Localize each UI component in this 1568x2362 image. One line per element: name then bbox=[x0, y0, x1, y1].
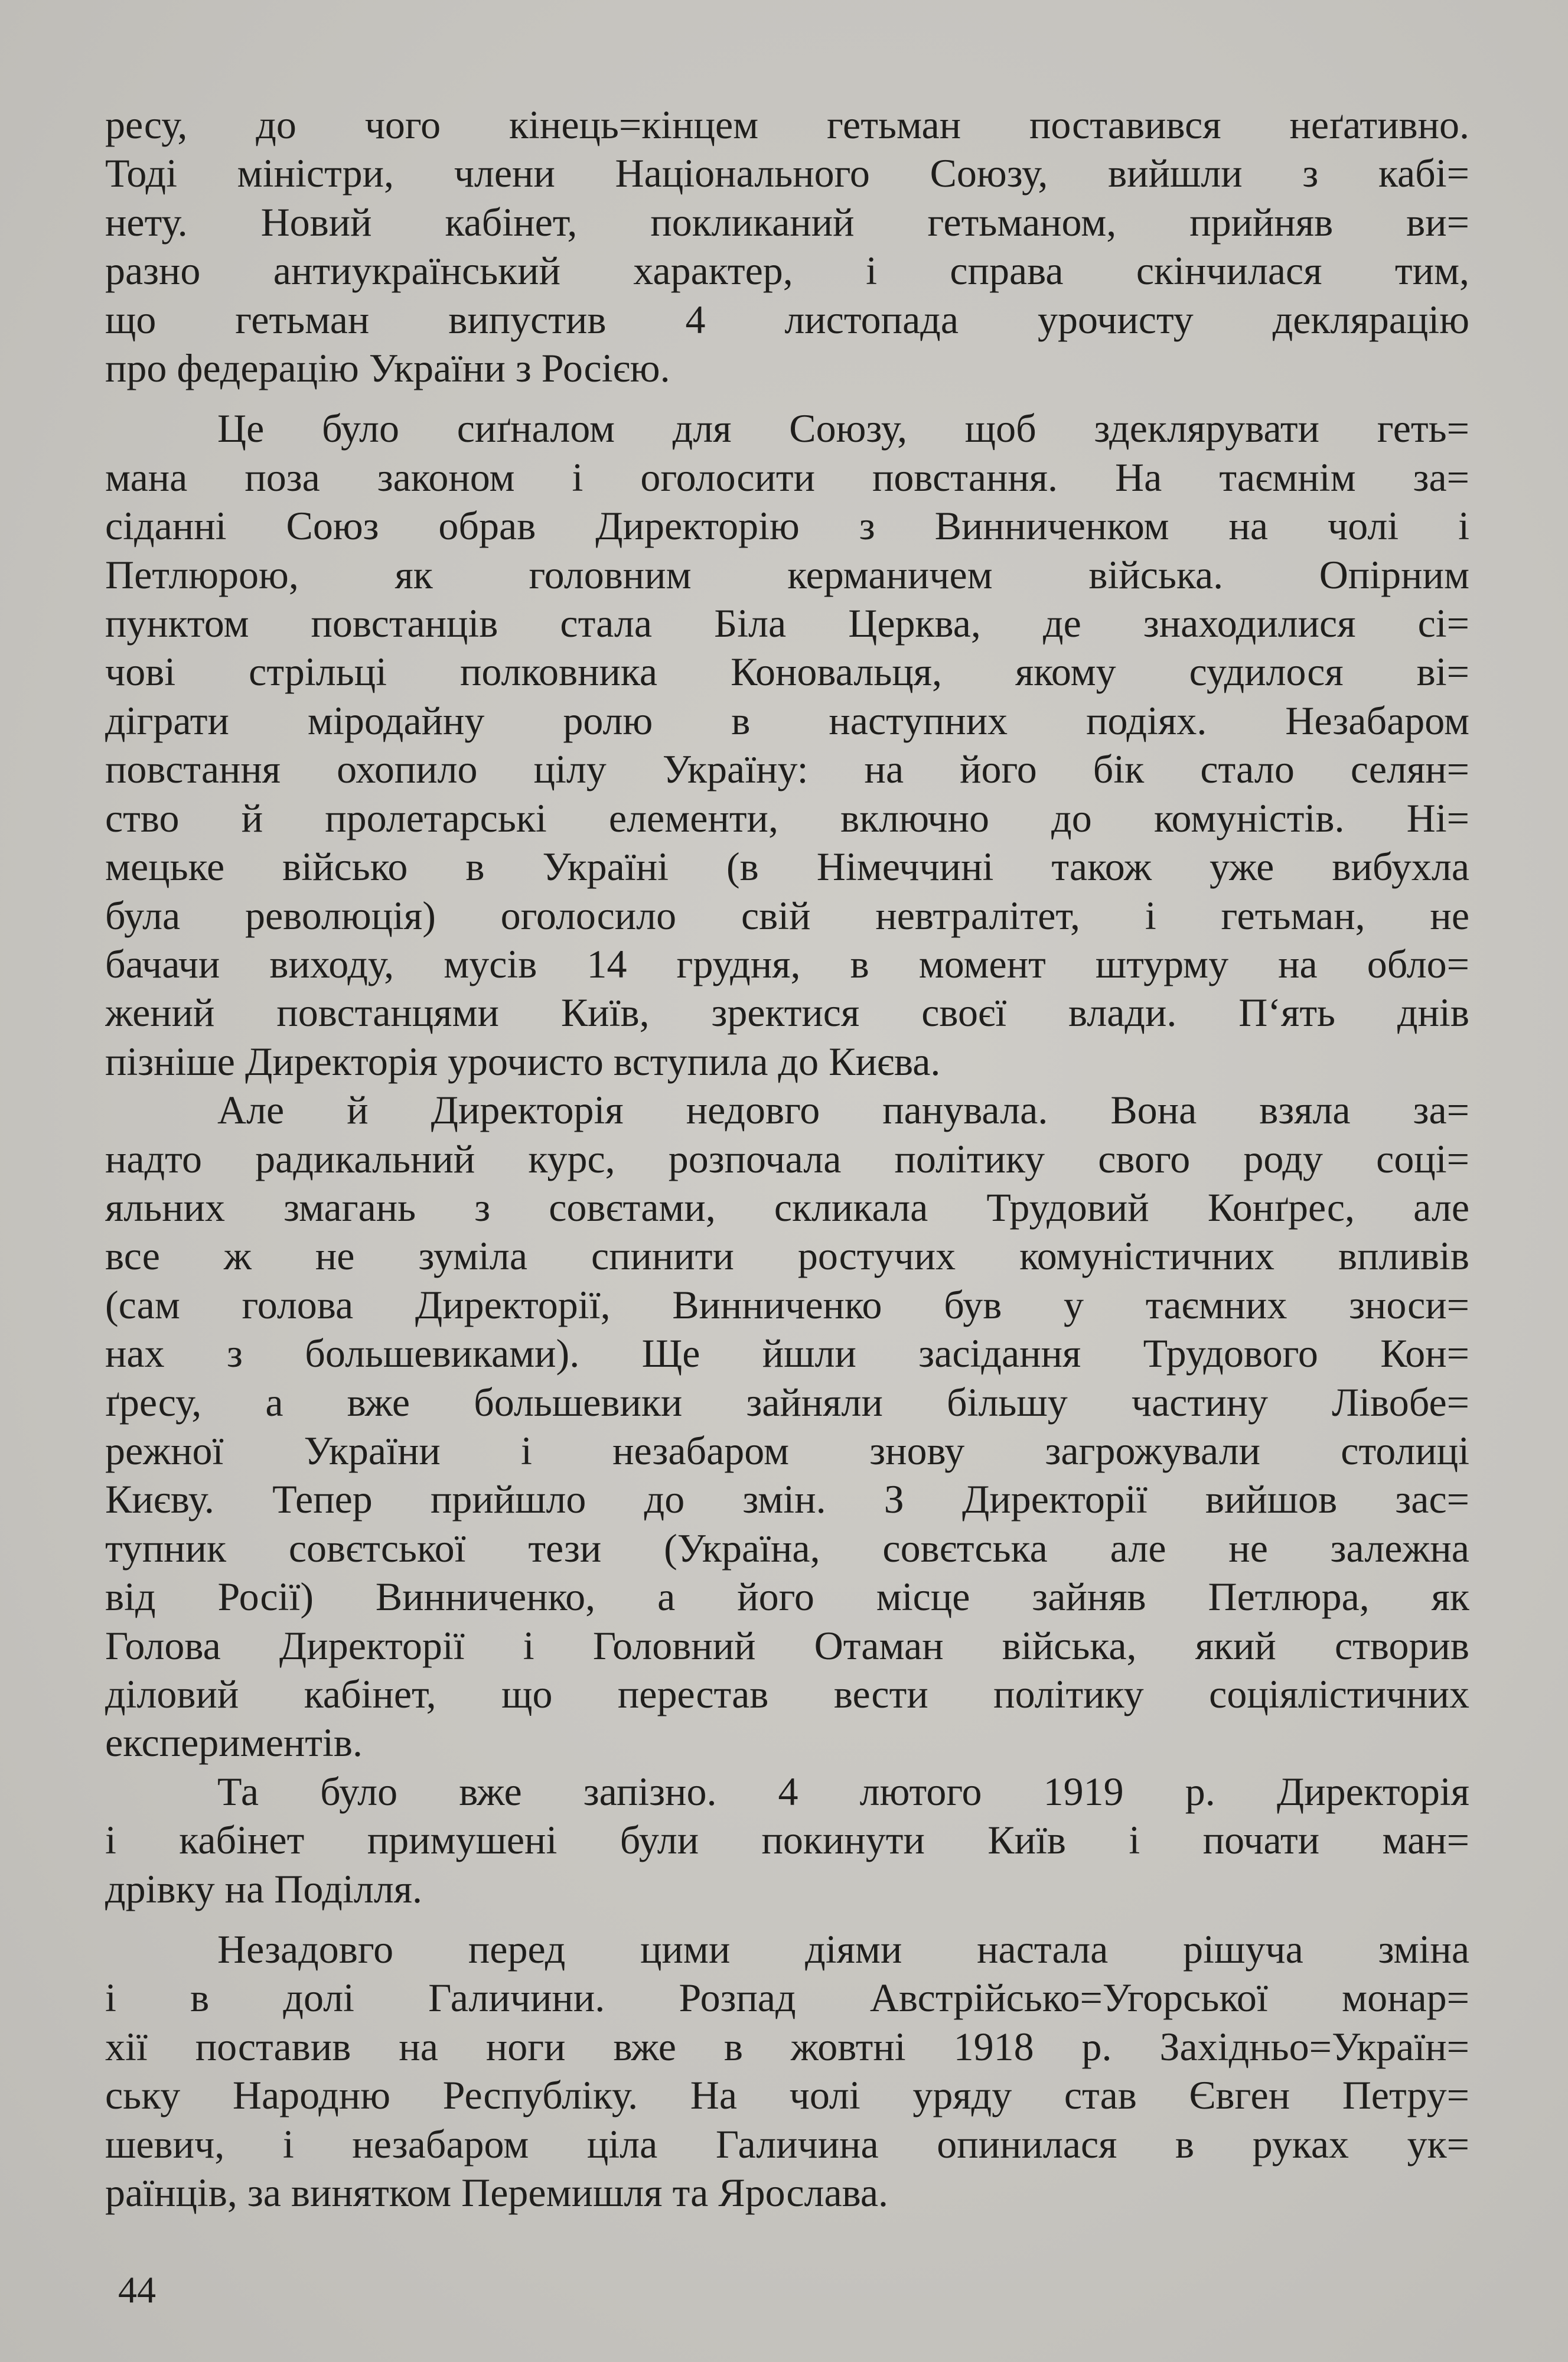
text-line: нах з большевиками). Ще йшли засідання Трудового Кон= bbox=[105, 1331, 1469, 1376]
text-line: повстання охопило цілу Україну: на його бік стало селян= bbox=[105, 747, 1469, 792]
text-line: Та було вже запізно. 4 лютого 1919 р. Директорія bbox=[217, 1768, 1469, 1814]
text-line: Петлюрою, як головним керманичем війська. Опірним bbox=[105, 552, 1469, 597]
text-line: тупник совєтської тези (Україна, совєтська але не залежна bbox=[105, 1525, 1469, 1571]
text-line: ресу, до чого кінець=кінцем гетьман поставився неґативно. bbox=[105, 102, 1469, 147]
text-line: діграти міродайну ролю в наступних подіях. Незабаром bbox=[105, 698, 1469, 743]
text-line: Голова Директорії і Головний Отаман війська, який створив bbox=[105, 1623, 1469, 1668]
text-line: Києву. Тепер прийшло до змін. З Директорії вийшов зас= bbox=[105, 1477, 1469, 1522]
text-line: (сам голова Директорії, Винниченко був у таємних зноси= bbox=[105, 1282, 1469, 1327]
text-line: пізніше Директорія урочисто вступила до Києва. bbox=[105, 1038, 941, 1084]
text-line: діловий кабінет, що перестав вести політику соціялістичних bbox=[105, 1672, 1469, 1716]
text-line: жений повстанцями Київ, зректися своєї влади. П‘ять днів bbox=[105, 990, 1469, 1035]
text-line: режної України і незабаром знову загрожували столиці bbox=[105, 1428, 1469, 1473]
text-line: яльних змагань з совєтами, скликала Трудовий Конґрес, але bbox=[105, 1184, 1469, 1230]
paragraph-1 bbox=[105, 100, 1469, 392]
text-line: ґресу, а вже большевики зайняли більшу частину Лівобе= bbox=[105, 1379, 1469, 1425]
text-line: ство й пролетарські елементи, включно до комуністів. Ні= bbox=[105, 795, 1469, 840]
text-line: сіданні Союз обрав Директорію з Винниченком на чолі і bbox=[105, 503, 1469, 549]
text-line: від Росії) Винниченко, а його місце зайняв Петлюра, як bbox=[105, 1574, 1469, 1620]
text-line: Тоді міністри, члени Національного Союзу, вийшли з кабі= bbox=[105, 151, 1469, 196]
text-line: пунктом повстанців стала Біла Церква, де знаходилися сі= bbox=[105, 601, 1469, 646]
text-line: експериментів. bbox=[105, 1720, 363, 1765]
text-line: хії поставив на ноги вже в жовтні 1918 р. Західньо=Україн= bbox=[105, 2024, 1469, 2069]
paragraph-2 bbox=[105, 404, 1469, 1086]
text-line: і в долі Галичини. Розпад Австрійсько=Угорської монар= bbox=[105, 1975, 1469, 2021]
text-line: чові стрільці полковника Коновальця, якому судилося ві= bbox=[105, 649, 1469, 695]
text-line: все ж не зуміла спинити ростучих комуністичних впливів bbox=[105, 1233, 1469, 1279]
text-line: ську Народню Республіку. На чолі уряду став Євген Петру= bbox=[105, 2073, 1469, 2118]
page-body-text bbox=[105, 100, 1469, 2217]
text-line: мецьке військо в Україні (в Німеччині також уже вибухла bbox=[105, 844, 1469, 890]
text-line: дрівку на Поділля. bbox=[105, 1866, 423, 1911]
text-line: і кабінет примушені були покинути Київ і почати ман= bbox=[105, 1817, 1469, 1863]
page-number: 44 bbox=[118, 2269, 156, 2311]
paragraph-5 bbox=[105, 1925, 1469, 2217]
paragraph-3 bbox=[105, 1086, 1469, 1767]
text-line: надто радикальний курс, розпочала політику свого роду соці= bbox=[105, 1136, 1469, 1181]
text-line: Незадовго перед цими діями настала рішуча зміна bbox=[217, 1927, 1469, 1972]
text-line: мана поза законом і оголосити повстання. На таємнім за= bbox=[105, 454, 1469, 500]
text-line: бачачи виходу, мусів 14 грудня, в момент штурму на обло= bbox=[105, 941, 1469, 986]
text-line: раїнців, за винятком Перемишля та Ярослава. bbox=[105, 2170, 889, 2216]
text-line: нету. Новий кабінет, покликаний гетьманом, прийняв ви= bbox=[105, 199, 1469, 245]
text-line: що гетьман випустив 4 листопада урочисту деклярацію bbox=[105, 297, 1469, 342]
text-line: була революція) оголосило свій невтралітет, і гетьман, не bbox=[105, 892, 1469, 938]
text-line: Але й Директорія недовго панувала. Вона взяла за= bbox=[217, 1087, 1469, 1133]
text-line: Це було сиґналом для Союзу, щоб здеклярувати геть= bbox=[217, 406, 1469, 451]
text-line: про федерацію України з Росією. bbox=[105, 346, 670, 391]
text-line: шевич, і незабаром ціла Галичина опинилася в руках ук= bbox=[105, 2121, 1469, 2166]
paragraph-4 bbox=[105, 1767, 1469, 1913]
text-line: разно антиукраїнський характер, і справа скінчилася тим, bbox=[105, 248, 1469, 294]
